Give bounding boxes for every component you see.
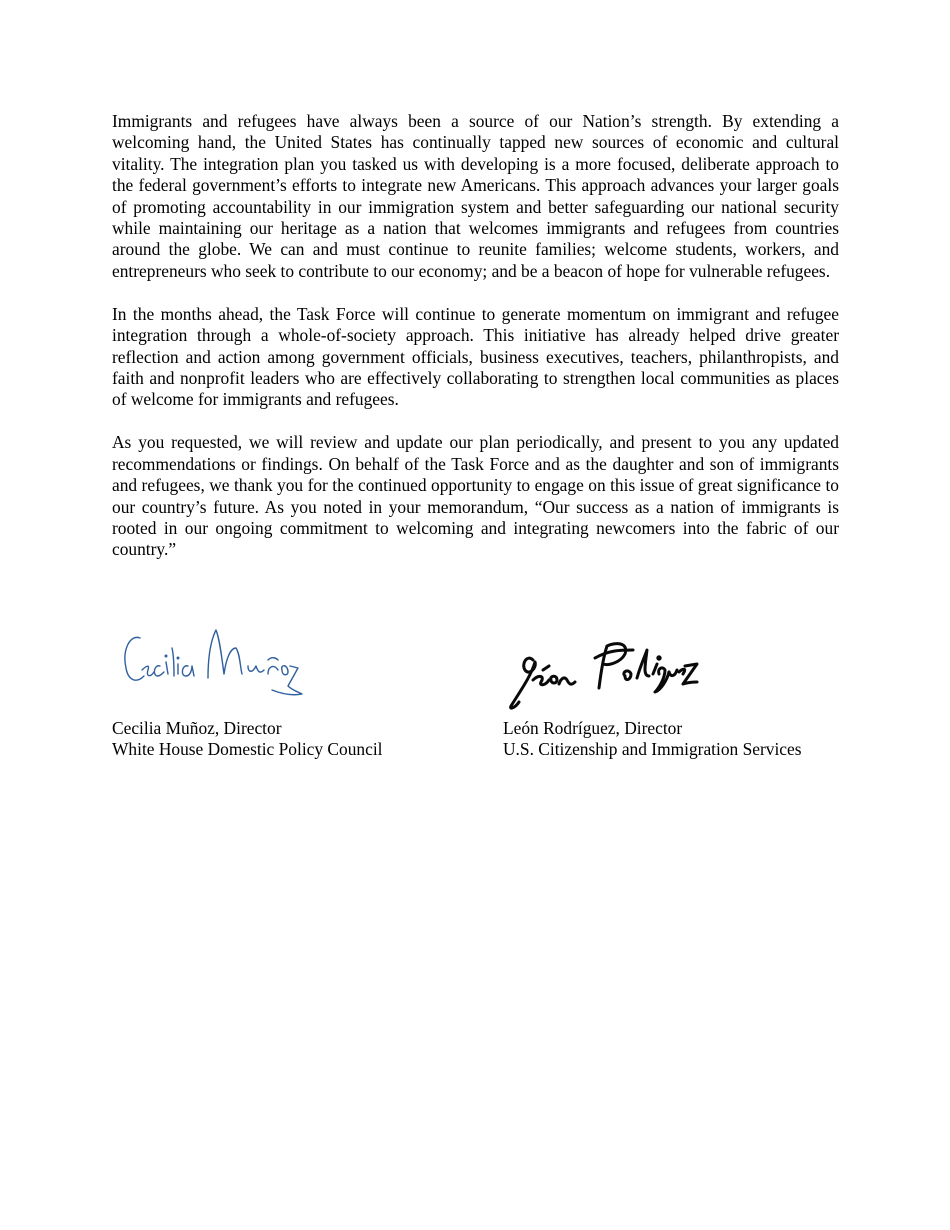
letter-paragraph-3: As you requested, we will review and update our plan periodically, and present to you any updated recommendations or findings. On behalf of the Task Force and as the daughter and son of immigrants and refugees, we thank you for the continued opportunity to engage on this issue of great significance to our country’s future. As you noted in your memorandum, “Our success as a nation of immigrants is rooted in our ongoing commitment to welcoming and integrating newcomers into the fabric of our country.” [112, 432, 839, 560]
letter-body [112, 111, 839, 582]
signatory-organization-rodriguez: U.S. Citizenship and Immigration Services [503, 739, 802, 760]
signatory-name-rodriguez: León Rodríguez, Director [503, 718, 683, 738]
signature-munoz-image [112, 620, 312, 718]
letter-paragraph-2: In the months ahead, the Task Force will continue to generate momentum on immigrant and refugee integration through a whole-of-society approach. This initiative has already helped drive greater reflection and action among government officials, business executives, teachers, philanthropists, and faith and nonprofit leaders who are effectively collaborating to strengthen local communities as places of welcome for immigrants and refugees. [112, 303, 839, 410]
signatory-name-munoz: Cecilia Muñoz, Director [112, 718, 282, 738]
signatory-organization-munoz: White House Domestic Policy Council [112, 739, 383, 760]
signatory-block-rodriguez [503, 620, 839, 761]
signature-section [112, 620, 839, 790]
letter-paragraph-1: Immigrants and refugees have always been a source of our Nation’s strength. By extending a welcoming hand, the United States has continually tapped new sources of economic and cultural vitality. The integration plan you tasked us with developing is a more focused, deliberate approach to the federal government’s efforts to integrate new Americans. This approach advances your larger goals of promoting accountability in our immigration system and better safeguarding our national security while maintaining our heritage as a nation that welcomes immigrants and refugees from countries around the globe. We can and must continue to reunite families; welcome students, workers, and entrepreneurs who seek to contribute to our economy; and be a beacon of hope for vulnerable refugees. [112, 111, 839, 281]
signatory-block-munoz [112, 620, 492, 761]
signature-rodriguez-image [503, 620, 703, 718]
